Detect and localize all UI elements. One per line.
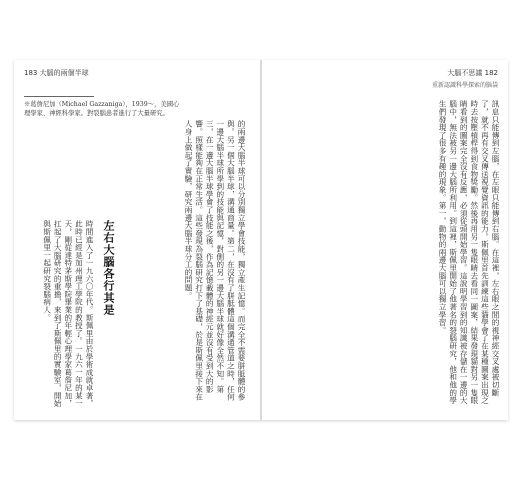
section-title: 左右大腦各行其是 [102, 220, 115, 316]
right-page-title: 大腦不思議 182 [447, 69, 498, 77]
left-page-body-bottom: 時間進入了一九六〇年代。斯佩里由於學術成就卓著，此時已經是加州理工學院的教授了。一九六一年的某一天，剛從達特茅斯學院畢業的年輕心理學家葛詹尼加，扛起了大腦研究的重擔，來到了斯佩里的實驗室，開始與斯佩里一起研究裂腦病人。 [42, 220, 94, 408]
footnote-rule [24, 96, 94, 97]
open-book-spread [14, 60, 508, 420]
book-spine [260, 60, 262, 420]
right-page-subtitle: 重新認識科學探索的腦袋 [431, 82, 498, 89]
left-page-body-top: 的兩邊大腦半球可以分別獨立學會技能，獨立產生記憶。而完全不需要胼胝體的參與。另一個大腦半球，溝通商量。第二，在沒有了胼胝體這個溝通管道之時，任何一邊大腦半球所學到的技能與記憶，對側的另一邊大腦半球就好像全然不知。第三，在一邊大腦半球學會了技能之後，作為記憶載體的神經元並沒有受到大的影響。照樣能夠在正常生活。這些發現為裂腦研究打下了基礎，於是斯佩里接下來在人身上做起了實驗，研究兩邊大腦半球分工的問題。 [184, 120, 246, 401]
left-page-header: 183 大腦的兩個半球 [24, 69, 89, 77]
right-page-header [432, 68, 498, 89]
right-page-body: 訊息只能傳到左腦，在左眼只能傳到右腦。在這裡，左右眼之間的視神經交叉處被切斷了，就不再有交叉傳送視覺資訊的能力。斯佩里首先訓練這些貓學會了在某種圖案出現之時去按壓槓桿得到食物獎勵。然後再用另一隻眼睛去看同一圖案，結果發現貓對另一隻眼睛看到的圖案完全沒有反應，必須從頭開始學習。這說明學習到的知識被存儲在一邊的大腦中，無法被另一邊大腦所利用。到這裡，斯佩里開始了他著名的裂腦研究，他和他的學生們發現了很多有趣的現象。第一，動物的兩邊大腦可以獨立學習。 [438, 100, 500, 405]
footnote: ※葛詹尼加（Michael Gazzaniga），1939～，美國心理學家、神經科學家。對裂腦患者進行了大量研究。 [24, 101, 180, 117]
